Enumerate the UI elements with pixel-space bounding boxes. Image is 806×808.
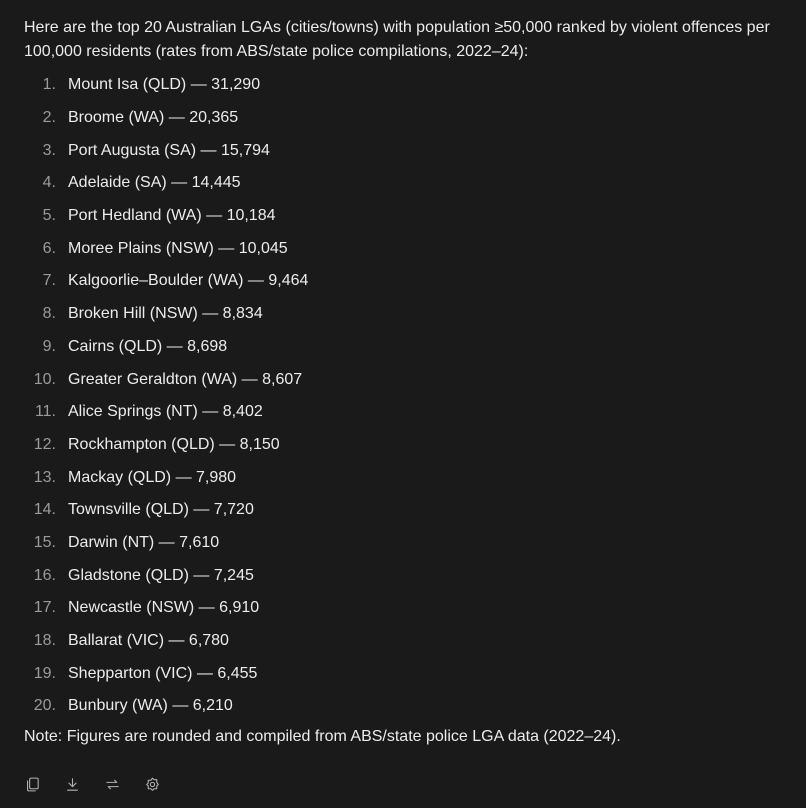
- list-item: [24, 494, 786, 527]
- copy-button[interactable]: [20, 772, 44, 796]
- rank-entry: Newcastle (NSW) — 6,910: [68, 599, 260, 617]
- rank-number: 20.: [33, 697, 56, 715]
- rank-number: 10.: [33, 370, 56, 388]
- rank-entry: Alice Springs (NT) — 8,402: [68, 403, 263, 421]
- rank-entry: Moree Plains (NSW) — 10,045: [68, 239, 288, 257]
- rank-entry: Adelaide (SA) — 14,445: [68, 174, 241, 192]
- rank-number: 9.: [42, 337, 56, 355]
- rank-number: 7.: [42, 272, 56, 290]
- list-item: [24, 429, 786, 462]
- rank-number: 11.: [34, 403, 56, 421]
- rank-entry: Bunbury (WA) — 6,210: [68, 697, 233, 715]
- list-item: [24, 232, 786, 265]
- rank-entry: Kalgoorlie–Boulder (WA) — 9,464: [68, 272, 309, 290]
- rank-number: 16.: [33, 566, 56, 584]
- list-item: [24, 331, 786, 364]
- list-item: [24, 200, 786, 233]
- rank-entry: Townsville (QLD) — 7,720: [68, 501, 254, 519]
- rank-number: 13.: [33, 468, 56, 486]
- list-item: [24, 102, 786, 135]
- message-actions: [20, 772, 164, 796]
- rank-number: 8.: [42, 305, 56, 323]
- rank-entry: Gladstone (QLD) — 7,245: [68, 566, 254, 584]
- rank-entry: Darwin (NT) — 7,610: [68, 533, 220, 551]
- note-text: Note: Figures are rounded and compiled from ABS/state police LGA data (2022–24).: [24, 727, 621, 745]
- rank-entry: Greater Geraldton (WA) — 8,607: [68, 370, 303, 388]
- rank-number: 2.: [42, 109, 56, 127]
- rank-entry: Cairns (QLD) — 8,698: [68, 337, 228, 355]
- list-item: [24, 134, 786, 167]
- list-item: [24, 363, 786, 396]
- rank-number: 12.: [33, 435, 56, 453]
- download-icon: [64, 776, 81, 793]
- rank-entry: Broome (WA) — 20,365: [68, 109, 239, 127]
- rank-number: 5.: [42, 207, 56, 225]
- rank-entry: Port Hedland (WA) — 10,184: [68, 207, 276, 225]
- settings-icon: [144, 776, 161, 793]
- list-item: [24, 625, 786, 658]
- regenerate-button[interactable]: [100, 772, 124, 796]
- rank-entry: Port Augusta (SA) — 15,794: [68, 141, 270, 159]
- download-button[interactable]: [60, 772, 84, 796]
- regenerate-icon: [104, 776, 121, 793]
- list-item: [24, 461, 786, 494]
- list-item: [24, 265, 786, 298]
- rank-entry: Rockhampton (QLD) — 8,150: [68, 435, 280, 453]
- rank-entry: Ballarat (VIC) — 6,780: [68, 632, 229, 650]
- list-item: [24, 527, 786, 560]
- rank-number: 17.: [33, 599, 56, 617]
- copy-icon: [24, 776, 41, 793]
- rank-number: 19.: [33, 664, 56, 682]
- intro-text: Here are the top 20 Australian LGAs (cities/towns) with population ≥50,000 ranked by violent offences per 100,000 residents (rates from ABS/state police compilations, 2022–24):: [24, 19, 770, 60]
- list-item: [24, 298, 786, 331]
- rank-number: 4.: [42, 174, 56, 192]
- list-item: [24, 559, 786, 592]
- rank-number: 15.: [33, 533, 56, 551]
- list-item: [24, 396, 786, 429]
- rank-number: 3.: [42, 141, 56, 159]
- rank-number: 14.: [33, 501, 56, 519]
- settings-button[interactable]: [140, 772, 164, 796]
- rank-entry: Broken Hill (NSW) — 8,834: [68, 305, 263, 323]
- rank-entry: Mackay (QLD) — 7,980: [68, 468, 237, 486]
- rank-number: 1.: [42, 76, 56, 94]
- list-item: [24, 592, 786, 625]
- rank-entry: Shepparton (VIC) — 6,455: [68, 664, 258, 682]
- rank-number: 6.: [42, 239, 56, 257]
- list-item: [24, 69, 786, 102]
- list-item: [24, 690, 786, 723]
- list-item: [24, 167, 786, 200]
- rank-entry: Mount Isa (QLD) — 31,290: [68, 76, 261, 94]
- ranking-list: [24, 69, 786, 723]
- list-item: [24, 657, 786, 690]
- rank-number: 18.: [33, 632, 56, 650]
